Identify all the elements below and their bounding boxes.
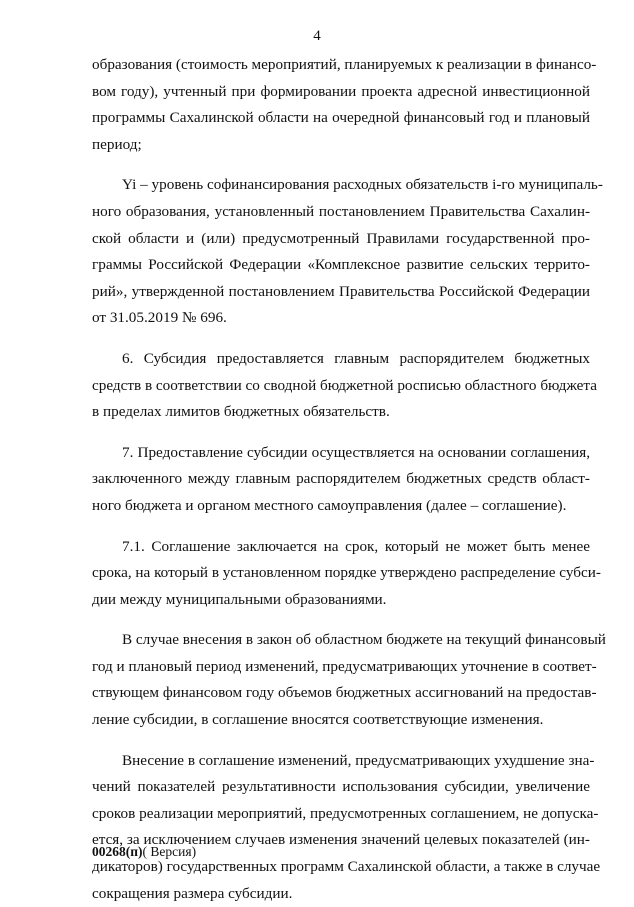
- text-line: год и плановый период изменений, предусматривающих уточнение в соответ-: [92, 657, 597, 675]
- text-line: вом году), учтенный при формировании проекта адресной инвестиционной: [92, 82, 590, 100]
- text-line: ской области и (или) предусмотренный Правилами государственной про-: [92, 229, 590, 247]
- paragraph-3: [92, 346, 597, 426]
- text-line: граммы Российской Федерации «Комплексное развитие сельских террито-: [92, 256, 590, 274]
- paragraph-gap: [92, 734, 590, 748]
- text-line: ствующем финансовом году объемов бюджетных ассигнований на предостав-: [92, 684, 597, 702]
- paragraph-1: [92, 52, 597, 158]
- document-version: ( Версия): [142, 844, 197, 859]
- text-line: образования (стоимость мероприятий, планируемых к реализации в финансо-: [92, 56, 597, 73]
- text-line: дии между муниципальными образованиями.: [92, 590, 387, 608]
- text-line: сроков реализации мероприятий, предусмотренных соглашением, не допуска-: [92, 804, 599, 822]
- text-line: Внесение в соглашение изменений, предусматривающих ухудшение зна-: [122, 751, 595, 769]
- text-line: Yi – уровень софинансирования расходных обязательств i-го муниципаль-: [122, 176, 603, 194]
- paragraph-gap: [92, 520, 590, 534]
- document-code: 00268(п): [92, 844, 143, 859]
- text-line: чений показателей результативности использования субсидии, увеличение: [92, 778, 590, 796]
- text-line: от 31.05.2019 № 696.: [92, 309, 227, 327]
- text-line: В случае внесения в закон об областном бюджете на текущий финансовый: [122, 631, 606, 649]
- text-line: средств в соответствии со сводной бюджетной росписью областного бюджета: [92, 376, 597, 394]
- text-line: 6. Субсидия предоставляется главным распорядителем бюджетных: [122, 349, 590, 367]
- text-line: ного образования, установленный постановлением Правительства Сахалин-: [92, 202, 590, 220]
- text-line: 7.1. Соглашение заключается на срок, который не может быть менее: [122, 537, 590, 555]
- paragraph-gap: [92, 613, 590, 627]
- paragraph-gap: [92, 332, 590, 346]
- text-line: период;: [92, 135, 142, 153]
- page-number: 4: [313, 28, 321, 44]
- text-line: программы Сахалинской области на очередной финансовый год и плановый: [92, 109, 590, 127]
- text-line: в пределах лимитов бюджетных обязательств.: [92, 403, 390, 421]
- document-footer: [92, 844, 196, 860]
- paragraph-4: [92, 440, 590, 520]
- document-body: [92, 52, 606, 907]
- text-line: заключенного между главным распорядителем бюджетных средств област-: [92, 470, 590, 488]
- text-line: ного бюджета и органом местного самоуправления (далее – соглашение).: [92, 496, 567, 514]
- text-line: дикаторов) государственных программ Сахалинской области, а также в случае: [92, 858, 601, 876]
- text-line: ление субсидии, в соглашение вносятся соответствующие изменения.: [92, 711, 544, 729]
- paragraph-6: [92, 627, 606, 733]
- text-line: срока, на который в установленном порядке утверждено распределение субси-: [92, 564, 601, 582]
- paragraph-gap: [92, 158, 590, 172]
- paragraph-2: [92, 172, 603, 332]
- text-line: 7. Предоставление субсидии осуществляется на основании соглашения,: [122, 443, 590, 461]
- text-line: рий», утвержденной постановлением Правительства Российской Федерации: [92, 282, 590, 300]
- paragraph-5: [92, 534, 601, 614]
- paragraph-7: [92, 748, 601, 907]
- paragraph-gap: [92, 426, 590, 440]
- text-line: ется, за исключением случаев изменения значений целевых показателей (ин-: [92, 831, 590, 849]
- text-line: сокращения размера субсидии.: [92, 884, 293, 902]
